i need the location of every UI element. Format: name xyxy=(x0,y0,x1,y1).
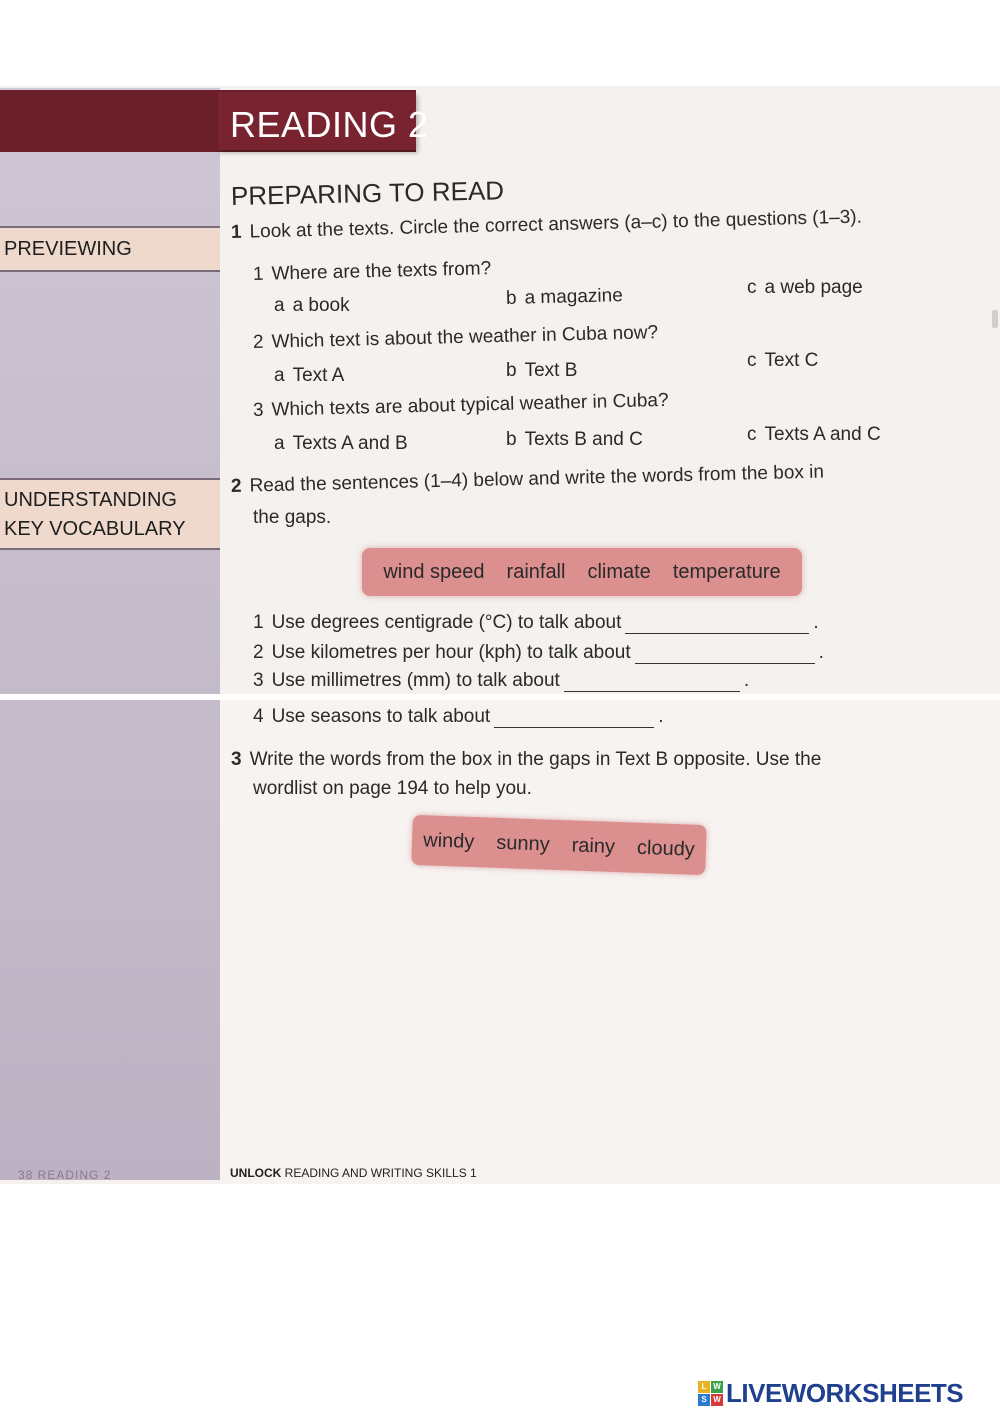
option-text: a book xyxy=(292,295,350,316)
option-letter: a xyxy=(274,433,285,454)
option-2b[interactable] xyxy=(506,360,577,382)
option-text: Text C xyxy=(764,350,819,371)
instruction-text: Write the words from the box in the gaps in Text B opposite. Use the xyxy=(249,749,822,770)
sidebar-label-line1: UNDERSTANDING xyxy=(4,489,177,511)
word-chip: sunny xyxy=(495,831,551,856)
option-letter: b xyxy=(505,287,517,309)
option-3a[interactable] xyxy=(274,433,408,455)
liveworksheets-logo[interactable] xyxy=(698,1378,963,1408)
option-letter: b xyxy=(506,429,517,450)
option-1b[interactable] xyxy=(506,285,623,310)
exercise-number: 2 xyxy=(230,475,242,497)
option-text: a web page xyxy=(764,277,863,298)
word-chip: temperature xyxy=(672,560,781,583)
question-number: 3 xyxy=(252,399,264,421)
sentence-number: 1 xyxy=(253,612,264,633)
word-chip: windy xyxy=(422,828,475,853)
option-3b[interactable] xyxy=(506,429,643,451)
logo-text: LIVEWORKSHEETS xyxy=(726,1377,964,1408)
sentence-end: . xyxy=(813,612,819,633)
option-text: Texts A and B xyxy=(292,433,408,454)
word-chip: rainy xyxy=(571,833,616,858)
instruction-text: Look at the texts. Circle the correct answers (a–c) to the questions (1–3). xyxy=(249,206,863,243)
sentence-text: Use kilometres per hour (kph) to talk about xyxy=(271,642,631,663)
logo-mark-cell: L xyxy=(698,1381,710,1393)
sentence-number: 3 xyxy=(253,670,264,691)
sentence-end: . xyxy=(818,642,824,663)
option-1a[interactable] xyxy=(274,295,350,317)
sentence-text: Use millimetres (mm) to talk about xyxy=(271,670,560,691)
logo-mark-cell: W xyxy=(711,1394,723,1406)
question-number: 1 xyxy=(252,263,264,285)
logo-mark-cell: S xyxy=(698,1394,710,1406)
sentence-text: Use degrees centigrade (°C) to talk about xyxy=(271,612,622,633)
option-3c[interactable] xyxy=(747,424,881,446)
word-chip: rainfall xyxy=(506,560,566,583)
scrollbar-thumb[interactable] xyxy=(992,310,998,328)
page-footer-left: 38 READING 2 xyxy=(18,1168,112,1182)
answer-gap[interactable] xyxy=(564,675,740,692)
page-footer-title xyxy=(230,1166,477,1180)
word-chip: wind speed xyxy=(383,560,485,583)
sentence-text: Use seasons to talk about xyxy=(271,706,491,727)
option-text: Text B xyxy=(524,360,578,381)
sentence-4 xyxy=(253,706,664,728)
question-text: Where are the texts from? xyxy=(271,258,492,285)
question-number: 2 xyxy=(252,331,264,353)
option-text: Text A xyxy=(292,365,345,386)
word-box-1 xyxy=(362,548,802,596)
exercise-3-instruction xyxy=(231,749,821,771)
footer-brand: UNLOCK xyxy=(230,1166,282,1180)
sentence-number: 2 xyxy=(253,642,264,663)
exercise-3-instruction-cont: wordlist on page 194 to help you. xyxy=(253,778,532,799)
instruction-text: Read the sentences (1–4) below and write the words from the box in xyxy=(249,461,825,497)
answer-gap[interactable] xyxy=(494,711,654,728)
footer-book-title: READING AND WRITING SKILLS 1 xyxy=(284,1166,477,1180)
sentence-2 xyxy=(253,642,824,664)
sentence-1 xyxy=(253,612,819,634)
option-2c[interactable] xyxy=(747,350,818,372)
page-title: READING 2 xyxy=(230,104,429,145)
section-heading: PREPARING TO READ xyxy=(230,175,505,211)
logo-mark-cell: W xyxy=(711,1381,723,1393)
option-letter: c xyxy=(747,350,757,371)
sidebar-label-line2: KEY VOCABULARY xyxy=(4,518,186,540)
word-chip: climate xyxy=(587,560,651,583)
sidebar-label-previewing xyxy=(0,226,220,272)
option-letter: b xyxy=(506,360,517,381)
option-1c[interactable] xyxy=(747,277,863,299)
sentence-number: 4 xyxy=(253,706,264,727)
sentence-3 xyxy=(253,670,749,692)
option-letter: c xyxy=(747,424,757,445)
word-box-2 xyxy=(411,815,707,875)
sidebar-label-text: PREVIEWING xyxy=(4,238,132,260)
exercise-number: 3 xyxy=(231,749,242,770)
sentence-end: . xyxy=(743,670,750,691)
exercise-number: 1 xyxy=(230,221,242,243)
option-letter: a xyxy=(274,295,285,316)
exercise-2-instruction-cont: the gaps. xyxy=(253,507,332,528)
question-text: Which texts are about typical weather in Cuba? xyxy=(271,389,669,421)
answer-gap[interactable] xyxy=(625,617,809,634)
option-letter: c xyxy=(747,277,757,298)
scanned-page-lower xyxy=(220,700,1000,1184)
answer-gap[interactable] xyxy=(635,647,815,664)
logo-mark-icon xyxy=(698,1381,723,1406)
scan-divider xyxy=(0,694,1000,700)
option-letter: a xyxy=(274,365,285,386)
question-text: Which text is about the weather in Cuba now? xyxy=(271,322,659,353)
sidebar-label-vocabulary xyxy=(0,478,220,550)
option-text: a magazine xyxy=(524,285,624,309)
option-2a[interactable] xyxy=(274,365,344,387)
option-text: Texts A and C xyxy=(764,424,881,445)
option-text: Texts B and C xyxy=(524,429,643,450)
word-chip: cloudy xyxy=(636,836,696,861)
sentence-end: . xyxy=(658,706,664,727)
